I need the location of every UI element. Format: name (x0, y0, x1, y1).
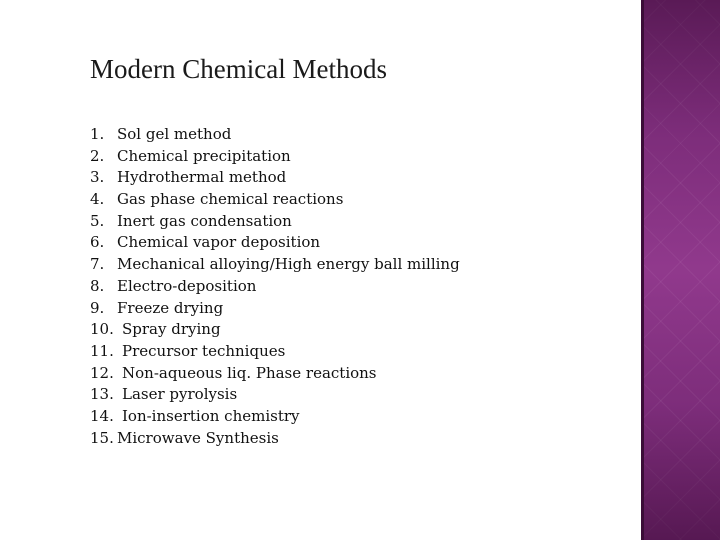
list-item-number: 1. (90, 125, 105, 143)
list-item (90, 319, 460, 341)
list-item-text: Gas phase chemical reactions (117, 190, 344, 209)
list-item-text: Sol gel method (117, 125, 232, 143)
list-item-text: Spray drying (122, 320, 221, 339)
slide-title: Modern Chemical Methods (90, 54, 387, 84)
list-item-text: Laser pyrolysis (122, 385, 238, 404)
list-item-text: Microwave Synthesis (117, 428, 279, 447)
list-item-number: 10. (90, 320, 114, 339)
list-item (90, 232, 460, 254)
list-item (90, 146, 460, 168)
list-item-text: Chemical vapor deposition (117, 233, 321, 252)
list-item (90, 384, 460, 406)
list-item-text: Chemical precipitation (117, 146, 291, 165)
list-item-number: 2. (90, 146, 105, 165)
list-item-text: Hydrothermal method (117, 168, 287, 187)
list-item-number: 3. (90, 168, 105, 187)
list-item (90, 363, 460, 385)
list-item (90, 124, 460, 146)
list-item-text: Non-aqueous liq. Phase reactions (122, 363, 377, 382)
list-item-number: 11. (90, 341, 114, 360)
list-item-number: 7. (90, 255, 105, 274)
list-item-number: 12. (90, 363, 114, 382)
list-item-number: 5. (90, 211, 105, 230)
list-item (90, 276, 460, 298)
list-item (90, 167, 460, 189)
list-item (90, 428, 460, 450)
list-item-number: 6. (90, 233, 105, 252)
list-item-text: Ion-insertion chemistry (122, 406, 300, 425)
methods-list (90, 124, 460, 449)
list-item-number: 8. (90, 276, 105, 295)
decorative-side-panel (641, 0, 720, 540)
list-item (90, 189, 460, 211)
list-item-number: 15. (90, 428, 114, 447)
list-item (90, 211, 460, 233)
list-item (90, 254, 460, 276)
list-item (90, 406, 460, 428)
list-item-text: Freeze drying (117, 298, 224, 317)
list-item (90, 298, 460, 320)
list-item-text: Electro-deposition (117, 276, 257, 295)
list-item-number: 9. (90, 298, 105, 317)
list-item-text: Mechanical alloying/High energy ball milling (117, 255, 460, 274)
list-item-text: Inert gas condensation (117, 211, 292, 230)
list-item (90, 341, 460, 363)
list-item-text: Precursor techniques (122, 341, 286, 360)
list-item-number: 14. (90, 406, 114, 425)
list-item-number: 13. (90, 385, 114, 404)
list-item-number: 4. (90, 190, 105, 209)
